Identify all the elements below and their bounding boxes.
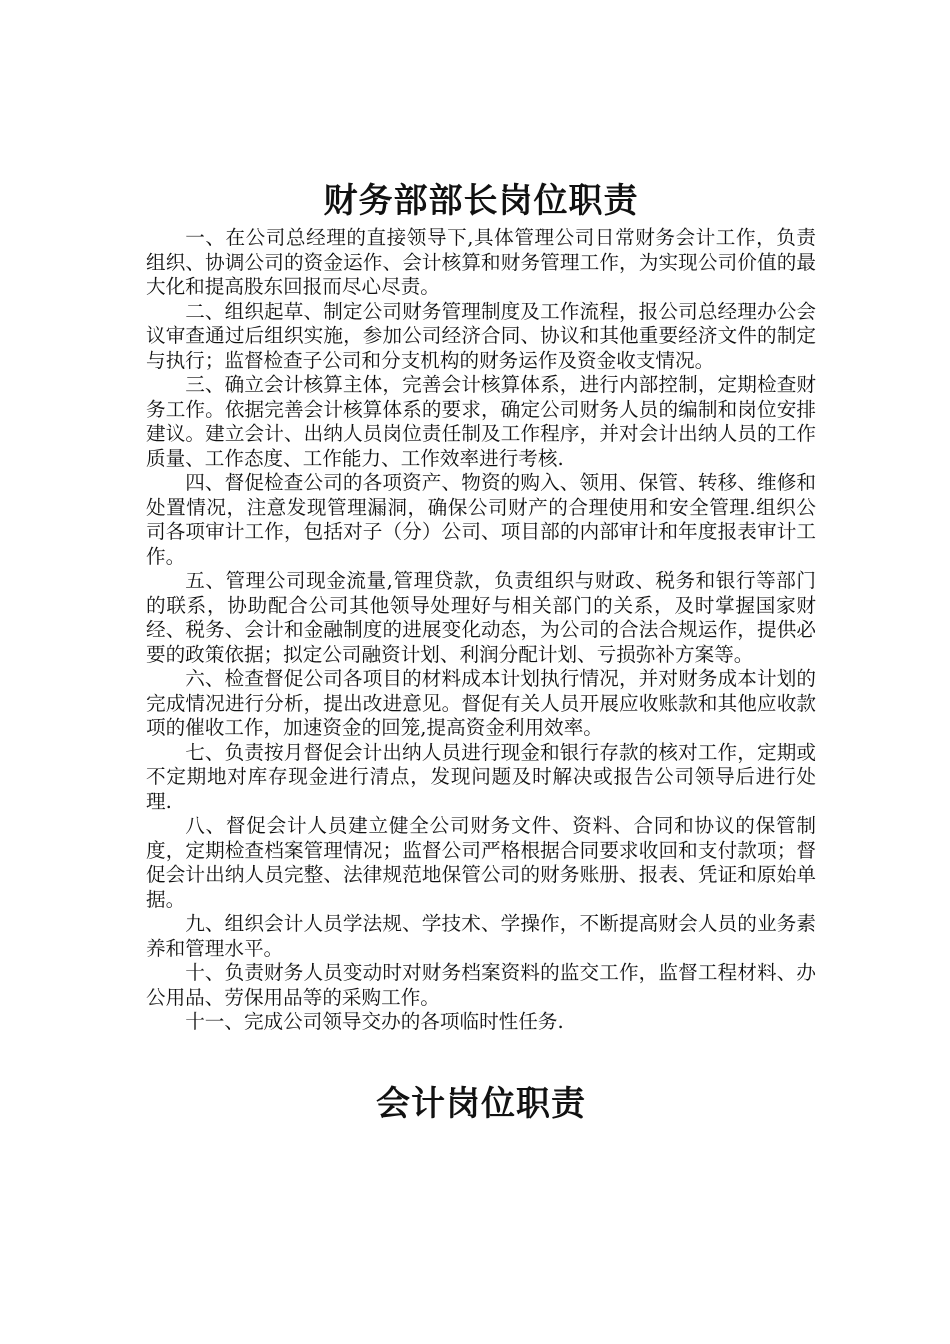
duty-paragraph-9: 九、组织会计人员学法规、学技术、学操作，不断提高财会人员的业务素养和管理水平。 — [146, 912, 816, 960]
duty-paragraph-5: 五、管理公司现金流量,管理贷款，负责组织与财政、税务和银行等部门的联系，协助配合公司其他领导处理好与相关部门的关系，及时掌握国家财经、税务、会计和金融制度的进展变化动态，为公司的合法合规运作，提供必要的政策依据；拟定公司融资计划、利润分配计划、亏损弥补方案等。 — [146, 569, 816, 666]
duty-list — [146, 226, 816, 1035]
duty-paragraph-6: 六、检查督促公司各项目的材料成本计划执行情况，并对财务成本计划的完成情况进行分析，提出改进意见。督促有关人员开展应收账款和其他应收款项的催收工作，加速资金的回笼,提高资金利用效率。 — [146, 667, 816, 739]
duty-paragraph-7: 七、负责按月督促会计出纳人员进行现金和银行存款的核对工作，定期或不定期地对库存现金进行清点，发现问题及时解决或报告公司领导后进行处理. — [146, 740, 816, 813]
next-section-title: 会计岗位职责 — [376, 1083, 586, 1124]
document-page — [146, 176, 816, 1129]
duty-paragraph-2: 二、组织起草、制定公司财务管理制度及工作流程，报公司总经理办公会议审查通过后组织实施，参加公司经济合同、协议和其他重要经济文件的制定与执行；监督检查子公司和分支机构的财务运作及资金收支情况。 — [146, 299, 816, 372]
document-title: 财务部部长岗位职责 — [323, 181, 639, 221]
duty-paragraph-8: 八、督促会计人员建立健全公司财务文件、资料、合同和协议的保管制度，定期检查档案管理情况；监督公司严格根据合同要求收回和支付款项；督促会计出纳人员完整、法律规范地保管公司的财务账册、报表、凭证和原始单据。 — [146, 814, 816, 911]
duty-paragraph-1: 一、在公司总经理的直接领导下,具体管理公司日常财务会计工作，负责组织、协调公司的资金运作、会计核算和财务管理工作，为实现公司价值的最大化和提高股东回报而尽心尽责。 — [146, 226, 816, 298]
duty-paragraph-4: 四、督促检查公司的各项资产、物资的购入、领用、保管、转移、维修和处置情况，注意发现管理漏洞，确保公司财产的合理使用和安全管理.组织公司各项审计工作，包括对子（分）公司、项目部的内部审计和年度报表审计工作。 — [146, 471, 816, 568]
duty-paragraph-10: 十、负责财务人员变动时对财务档案资料的监交工作，监督工程材料、办公用品、劳保用品等的采购工作。 — [146, 961, 816, 1009]
duty-paragraph-3: 三、确立会计核算主体，完善会计核算体系，进行内部控制，定期检查财务工作。依据完善会计核算体系的要求，确定公司财务人员的编制和岗位安排建议。建立会计、出纳人员岗位责任制及工作程序，并对会计出纳人员的工作质量、工作态度、工作能力、工作效率进行考核. — [146, 373, 816, 470]
duty-paragraph-11: 十一、完成公司领导交办的各项临时性任务. — [185, 1010, 564, 1033]
